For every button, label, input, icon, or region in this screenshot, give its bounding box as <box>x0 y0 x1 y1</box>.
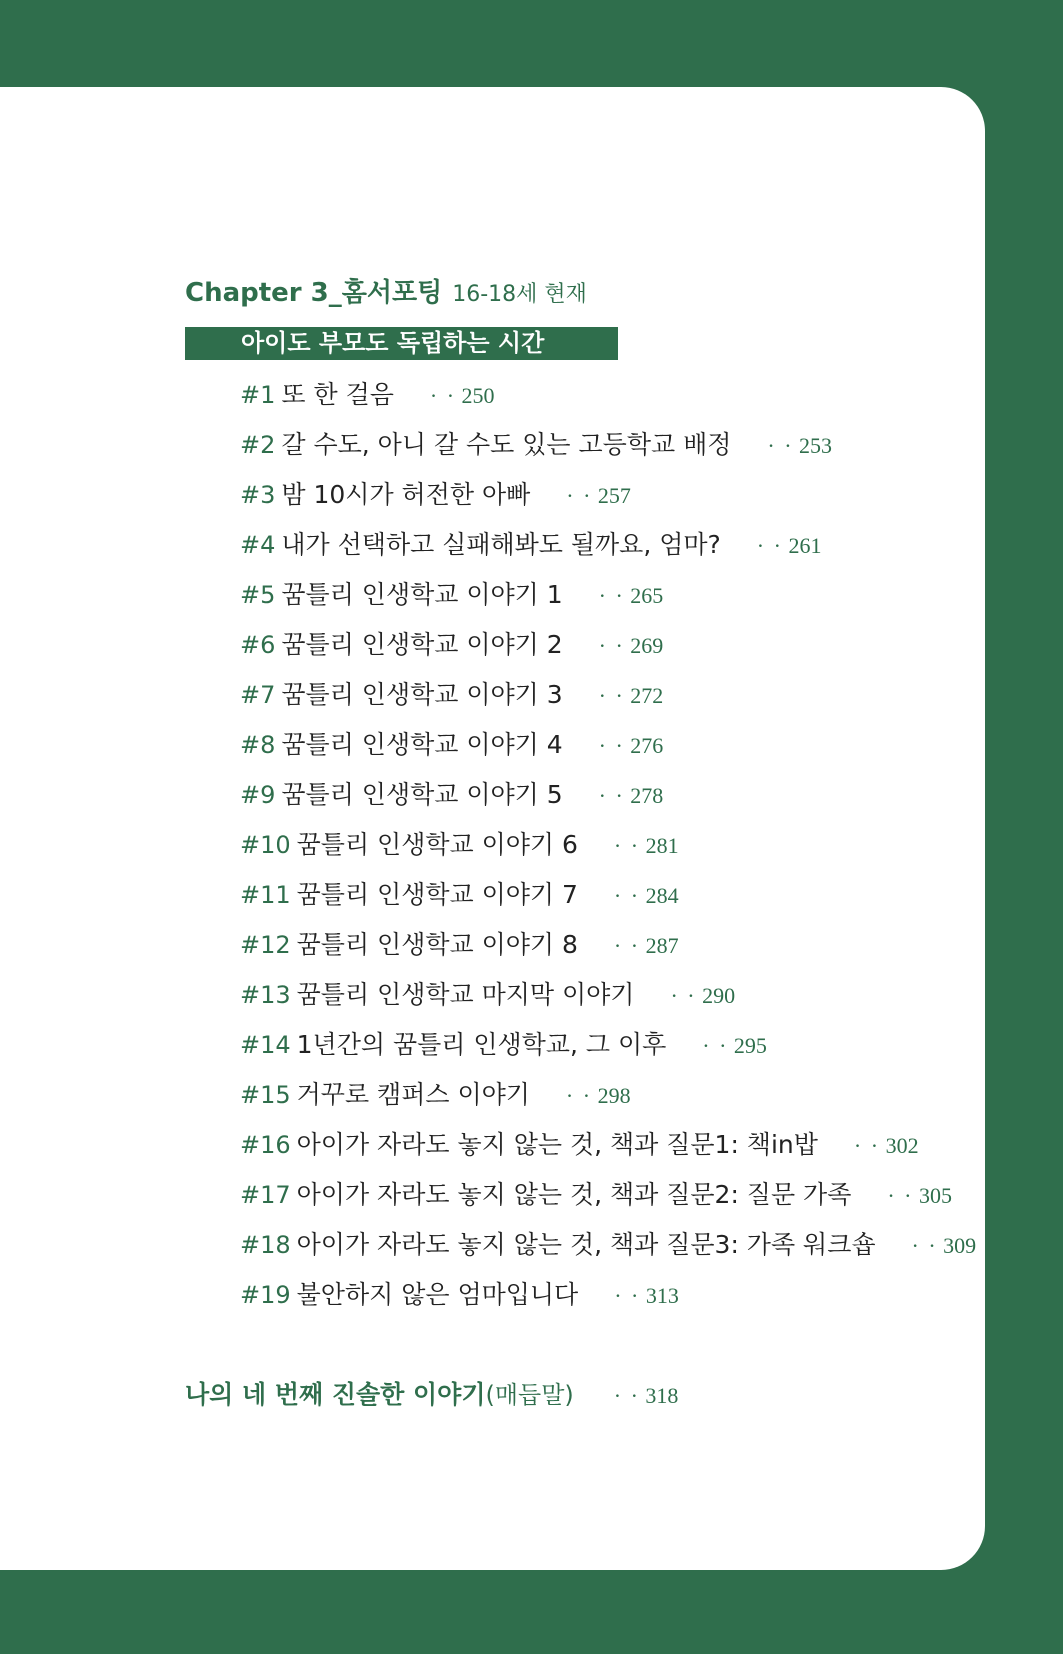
toc-entry-page-ref <box>614 1283 679 1308</box>
toc-entry-title: 밤 10시가 허전한 아빠 <box>281 480 531 509</box>
toc-list <box>240 370 977 1320</box>
toc-entry-title: 아이가 자라도 놓지 않는 것, 책과 질문1: 책in밥 <box>296 1130 818 1159</box>
toc-entry-2[interactable] <box>240 420 960 470</box>
toc-entry-page: 302 <box>885 1133 919 1158</box>
toc-entry-title: 꿈틀리 인생학교 이야기 5 <box>281 780 563 809</box>
toc-entry-number: #4 <box>240 531 276 559</box>
toc-entry-page-ref <box>599 633 664 658</box>
toc-entry-title: 갈 수도, 아니 갈 수도 있는 고등학교 배정 <box>281 430 732 459</box>
page-ref-dots: · · <box>565 1083 593 1108</box>
toc-entry-3[interactable] <box>240 470 960 520</box>
epilogue-title: 나의 네 번째 진솔한 이야기 <box>185 1380 486 1409</box>
toc-entry-page: 313 <box>645 1283 679 1308</box>
toc-entry-page-ref <box>614 883 679 908</box>
toc-entry-title: 꿈틀리 인생학교 이야기 8 <box>296 930 578 959</box>
toc-entry-5[interactable] <box>240 570 960 620</box>
toc-entry-number: #8 <box>240 731 276 759</box>
toc-entry-number: #6 <box>240 631 276 659</box>
toc-entry-page: 269 <box>630 633 664 658</box>
toc-entry-number: #3 <box>240 481 276 509</box>
toc-entry-10[interactable] <box>240 820 960 870</box>
section-title: 아이도 부모도 독립하는 시간 <box>241 329 545 357</box>
toc-entry-title: 또 한 걸음 <box>281 380 394 409</box>
toc-entry-17[interactable] <box>240 1170 960 1220</box>
toc-entry-page-ref <box>670 983 735 1008</box>
toc-entry-page: 265 <box>630 583 664 608</box>
toc-entry-page: 253 <box>799 433 833 458</box>
page-ref-dots: · · <box>853 1133 881 1158</box>
toc-entry-19[interactable] <box>240 1270 960 1320</box>
page-ref-dots: · · <box>911 1233 938 1258</box>
toc-entry-page-ref <box>912 1233 977 1258</box>
toc-entry-title: 불안하지 않은 엄마입니다 <box>296 1280 579 1309</box>
page-ref-dots: · · <box>598 733 625 758</box>
toc-entry-page-ref <box>854 1133 919 1158</box>
toc-entry-number: #16 <box>240 1131 291 1159</box>
toc-entry-page: 272 <box>630 683 664 708</box>
toc-entry-number: #12 <box>240 931 291 959</box>
toc-entry-page: 287 <box>645 933 679 958</box>
toc-entry-18[interactable] <box>240 1220 977 1270</box>
toc-entry-number: #14 <box>240 1031 291 1059</box>
toc-entry-page: 281 <box>645 833 679 858</box>
toc-entry-4[interactable] <box>240 520 960 570</box>
toc-entry-page: 309 <box>943 1233 977 1258</box>
page-ref-dots: · · <box>566 483 593 508</box>
toc-entry-14[interactable] <box>240 1020 960 1070</box>
page-ref-dots: · · <box>613 883 641 908</box>
toc-entry-11[interactable] <box>240 870 960 920</box>
toc-entry-page-ref <box>599 783 664 808</box>
chapter-age-range: 16-18세 현재 <box>452 282 587 307</box>
page-ref-dots: · · <box>598 583 625 608</box>
page-ref-dots: · · <box>614 1283 641 1308</box>
page-ref-dots: · · <box>613 833 641 858</box>
toc-entry-page-ref <box>767 433 832 458</box>
page-ref-dots: · · <box>613 1383 640 1408</box>
toc-entry-number: #13 <box>240 981 291 1009</box>
toc-entry-9[interactable] <box>240 770 960 820</box>
page-ref-dots: · · <box>429 383 457 408</box>
toc-entry-title: 꿈틀리 인생학교 이야기 2 <box>281 630 563 659</box>
toc-entry-page: 298 <box>597 1083 631 1108</box>
page-ref-dots: · · <box>598 783 625 808</box>
toc-entry-page-ref <box>566 483 631 508</box>
page-ref-dots: · · <box>613 933 641 958</box>
toc-entry-number: #17 <box>240 1181 291 1209</box>
toc-entry-title: 꿈틀리 인생학교 이야기 3 <box>281 680 563 709</box>
toc-entry-number: #18 <box>240 1231 291 1259</box>
toc-entry-title: 1년간의 꿈틀리 인생학교, 그 이후 <box>296 1030 667 1059</box>
toc-entry-title: 꿈틀리 인생학교 이야기 4 <box>281 730 563 759</box>
toc-entry-page-ref <box>599 583 664 608</box>
toc-entry-page-ref <box>614 933 679 958</box>
toc-entry-12[interactable] <box>240 920 960 970</box>
toc-entry-number: #19 <box>240 1281 291 1309</box>
toc-entry-page: 305 <box>919 1183 953 1208</box>
toc-entry-title: 꿈틀리 인생학교 이야기 1 <box>281 580 563 609</box>
toc-entry-page: 250 <box>461 383 495 408</box>
toc-entry-number: #1 <box>240 381 276 409</box>
toc-entry-number: #2 <box>240 431 276 459</box>
toc-entry-number: #9 <box>240 781 276 809</box>
toc-entry-title: 꿈틀리 인생학교 이야기 6 <box>296 830 578 859</box>
page-ref-dots: · · <box>702 1033 729 1058</box>
toc-entry-page-ref <box>702 1033 767 1058</box>
toc-entry-title: 내가 선택하고 실패해봐도 될까요, 엄마? <box>281 530 721 559</box>
page-ref-dots: · · <box>756 533 783 558</box>
toc-entry-page: 284 <box>645 883 679 908</box>
page-ref-dots: · · <box>670 983 697 1008</box>
epilogue-page-ref <box>614 1383 679 1408</box>
toc-entry-15[interactable] <box>240 1070 960 1120</box>
toc-entry-6[interactable] <box>240 620 960 670</box>
epilogue-entry[interactable] <box>185 1375 678 1415</box>
epilogue-page: 318 <box>645 1383 679 1408</box>
toc-entry-title: 아이가 자라도 놓지 않는 것, 책과 질문2: 질문 가족 <box>296 1180 852 1209</box>
toc-entry-page-ref <box>887 1183 952 1208</box>
toc-entry-page: 261 <box>788 533 822 558</box>
toc-entry-title: 아이가 자라도 놓지 않는 것, 책과 질문3: 가족 워크숍 <box>296 1230 876 1259</box>
toc-entry-page: 295 <box>733 1033 767 1058</box>
toc-entry-title: 꿈틀리 인생학교 마지막 이야기 <box>296 980 635 1009</box>
toc-entry-page-ref <box>599 683 664 708</box>
toc-entry-number: #5 <box>240 581 276 609</box>
toc-entry-8[interactable] <box>240 720 960 770</box>
toc-entry-page-ref <box>757 533 822 558</box>
section-title-bar <box>185 327 618 360</box>
page-ref-dots: · · <box>598 683 625 708</box>
toc-entry-page-ref <box>599 733 664 758</box>
toc-entry-number: #11 <box>240 881 291 909</box>
page-ref-dots: · · <box>598 633 625 658</box>
toc-entry-page-ref <box>566 1083 631 1108</box>
toc-entry-number: #10 <box>240 831 291 859</box>
page-ref-dots: · · <box>767 433 794 458</box>
toc-entry-7[interactable] <box>240 670 960 720</box>
toc-entry-number: #7 <box>240 681 276 709</box>
toc-entry-title: 거꾸로 캠퍼스 이야기 <box>296 1080 530 1109</box>
page-ref-dots: · · <box>887 1183 914 1208</box>
toc-entry-page: 290 <box>702 983 736 1008</box>
toc-entry-1[interactable] <box>240 370 960 420</box>
epilogue-note: (매듭말) <box>485 1381 574 1409</box>
chapter-heading <box>185 272 587 310</box>
toc-entry-16[interactable] <box>240 1120 960 1170</box>
toc-entry-page: 278 <box>630 783 664 808</box>
toc-entry-page: 257 <box>597 483 631 508</box>
toc-entry-13[interactable] <box>240 970 960 1020</box>
toc-entry-title: 꿈틀리 인생학교 이야기 7 <box>296 880 578 909</box>
chapter-title: Chapter 3_홈서포팅 <box>185 278 443 308</box>
toc-entry-page: 276 <box>630 733 664 758</box>
toc-entry-page-ref <box>614 833 679 858</box>
toc-entry-number: #15 <box>240 1081 291 1109</box>
toc-entry-page-ref <box>430 383 495 408</box>
